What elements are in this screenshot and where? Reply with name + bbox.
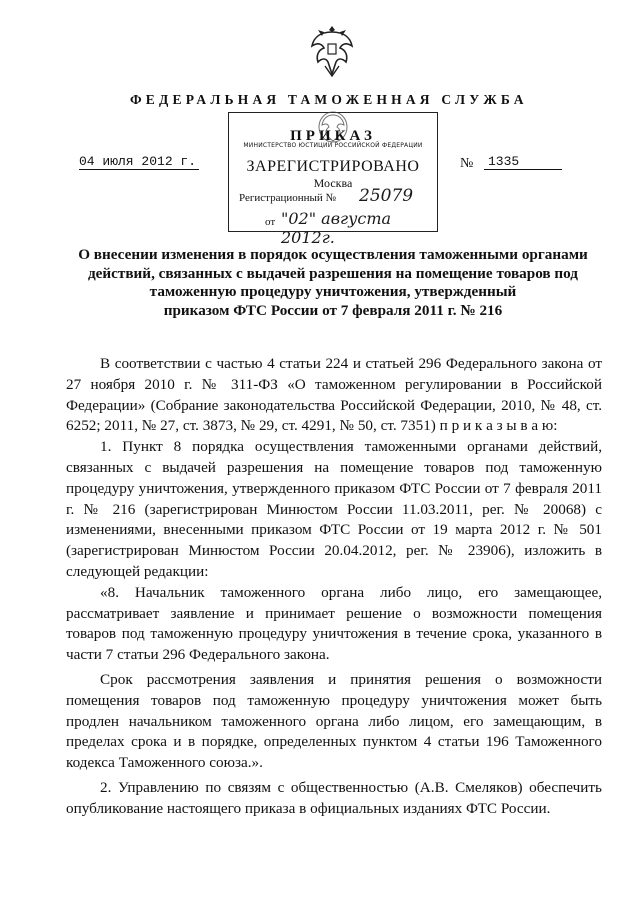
- title-line: таможенную процедуру уничтожения, утвержденный: [149, 283, 517, 300]
- agency-name: ФЕДЕРАЛЬНАЯ ТАМОЖЕННАЯ СЛУЖБА: [130, 92, 528, 107]
- stamp-reg-label: Регистрационный №: [239, 192, 337, 204]
- number-sign: №: [460, 156, 474, 171]
- title-line: действий, связанных с выдачей разрешения на помещение товаров под: [87, 264, 578, 282]
- title-line: приказом ФТС России от 7 февраля 2011 г. № 216: [163, 301, 503, 319]
- doc-type-title: ПРИКАЗ: [290, 128, 376, 144]
- stamp-registered: ЗАРЕГИСТРИРОВАНО: [246, 158, 420, 175]
- stamp-ministry: МИНИСТЕРСТВО ЮСТИЦИИ РОССИЙСКОЙ ФЕДЕРАЦИИ: [243, 142, 423, 149]
- stamp-reg-number: 25079: [359, 186, 414, 206]
- stamp-date-label: от: [265, 216, 276, 228]
- body-paragraph: Срок рассмотрения заявления и принятия решения о возможности помещения товаров под таможенную процедуру уничтожения может быть продлен начальником таможенного органа либо лицом, его замещающим, в пределах срока и в порядке, определенных пунктом 4 статьи 196 Таможенного кодекса Таможенного союза.».: [66, 670, 602, 772]
- body-paragraph: «8. Начальник таможенного органа либо лицо, его замещающее, рассматривает заявление и принимает решение о возможности помещения товаров под таможенную процедуру уничтожения в течение срока, указанного в части 7 статьи 296 Федерального закона.: [66, 583, 602, 664]
- order-date: 04 июля 2012 г.: [79, 154, 199, 170]
- title-line: О внесении изменения в порядок осуществления таможенными органами: [78, 246, 588, 263]
- coat-of-arms-emblem: [308, 22, 356, 80]
- body-paragraph: 1. Пункт 8 порядка осуществления таможенными органами действий, связанных с выдачей разрешения на помещение товаров под таможенную процедуру уничтожения, утвержденного приказом ФТС России от 7 февраля 2011 г. № 216 (зарегистрирован Минюстом России 11.03.2011, рег. № 20068) с изменениями, внесенными приказом ФТС России от 19 марта 2012 г. № 501 (зарегистрирован Минюстом России 20.04.2012, рег. № 23906), изложить в следующей редакции:: [66, 438, 602, 580]
- body-paragraph: 2. Управлению по связям с общественностью (А.В. Смеляков) обеспечить опубликование настоящего приказа в официальных изданиях ФТС России.: [66, 778, 602, 817]
- document-title: [70, 246, 596, 320]
- stamp-date: "02" августа 2012г.: [281, 209, 392, 247]
- document-body: [66, 354, 602, 820]
- stamp-city: Москва: [313, 176, 353, 190]
- body-paragraph: В соответствии с частью 4 статьи 224 и статьей 296 Федерального закона от 27 ноября 2010 г. № 311-ФЗ «О таможенном регулировании в Российской Федерации» (Собрание законодательства Российской Федерации, 2010, № 48, ст. 6252; 2011, № 27, ст. 3873, № 29, ст. 4291, № 50, ст. 7351) п р и к а з ы в а ю:: [66, 355, 602, 435]
- order-number: 1335: [484, 154, 562, 170]
- registration-stamp: [228, 112, 438, 247]
